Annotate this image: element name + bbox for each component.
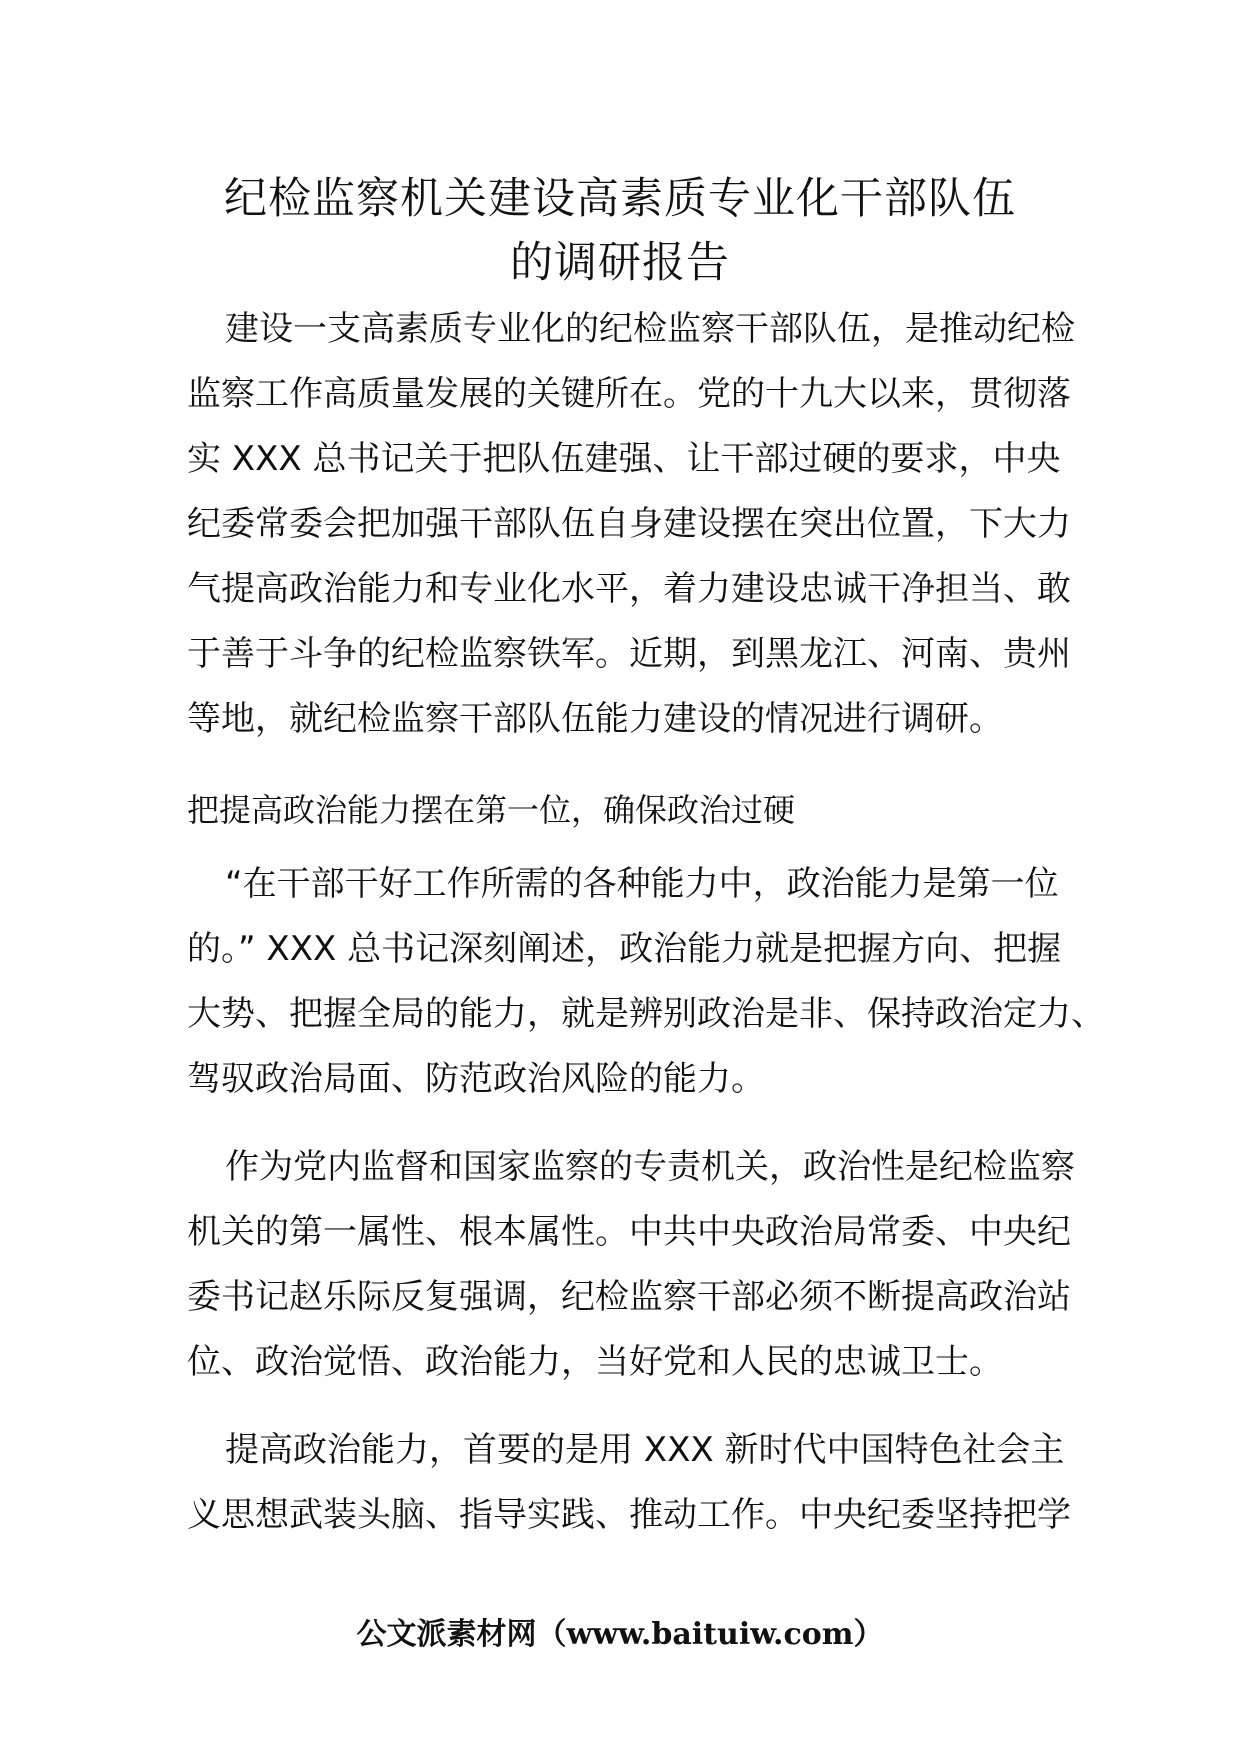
paragraph-2-line-2: 的。” XXX 总书记深刻阐述，政治能力就是把握方向、把握 bbox=[187, 929, 1062, 969]
paragraph-3-line-2: 机关的第一属性、根本属性。中共中央政治局常委、中央纪 bbox=[187, 1212, 1071, 1252]
paragraph-3-line-3: 委书记赵乐际反复强调，纪检监察干部必须不断提高政治站 bbox=[187, 1277, 1071, 1317]
paragraph-1-line-5: 气提高政治能力和专业化水平，着力建设忠诚干净担当、敢 bbox=[187, 569, 1071, 609]
document-title-line-1: 纪检监察机关建设高素质专业化干部队伍 bbox=[224, 174, 1016, 224]
footer-watermark: 公文派素材网（www.baituiw.com） bbox=[356, 1617, 884, 1652]
paragraph-1-line-7: 等地，就纪检监察干部队伍能力建设的情况进行调研。 bbox=[187, 699, 1003, 739]
paragraph-1-line-6: 于善于斗争的纪检监察铁军。近期，到黑龙江、河南、贵州 bbox=[187, 634, 1071, 674]
paragraph-2-line-4: 驾驭政治局面、防范政治风险的能力。 bbox=[187, 1059, 765, 1099]
paragraph-2-line-3: 大势、把握全局的能力，就是辨别政治是非、保持政治定力、 bbox=[187, 994, 1105, 1034]
paragraph-1-line-3: 实 XXX 总书记关于把队伍建强、让干部过硬的要求，中央 bbox=[187, 439, 1061, 479]
paragraph-2-line-1: “在干部干好工作所需的各种能力中，政治能力是第一位 bbox=[225, 864, 1059, 904]
paragraph-1-line-2: 监察工作高质量发展的关键所在。党的十九大以来，贯彻落 bbox=[187, 374, 1071, 414]
paragraph-1-line-1: 建设一支高素质专业化的纪检监察干部队伍，是推动纪检 bbox=[225, 309, 1075, 349]
paragraph-1-line-4: 纪委常委会把加强干部队伍自身建设摆在突出位置，下大力 bbox=[187, 504, 1071, 544]
section-heading: 把提高政治能力摆在第一位，确保政治过硬 bbox=[187, 791, 796, 829]
document-title-line-2: 的调研报告 bbox=[510, 238, 730, 288]
paragraph-3-line-1: 作为党内监督和国家监察的专责机关，政治性是纪检监察 bbox=[225, 1147, 1075, 1187]
paragraph-4-line-2: 义思想武装头脑、指导实践、推动工作。中央纪委坚持把学 bbox=[187, 1495, 1071, 1535]
paragraph-4-line-1: 提高政治能力，首要的是用 XXX 新时代中国特色社会主 bbox=[225, 1430, 1065, 1470]
paragraph-3-line-4: 位、政治觉悟、政治能力，当好党和人民的忠诚卫士。 bbox=[187, 1342, 1003, 1382]
